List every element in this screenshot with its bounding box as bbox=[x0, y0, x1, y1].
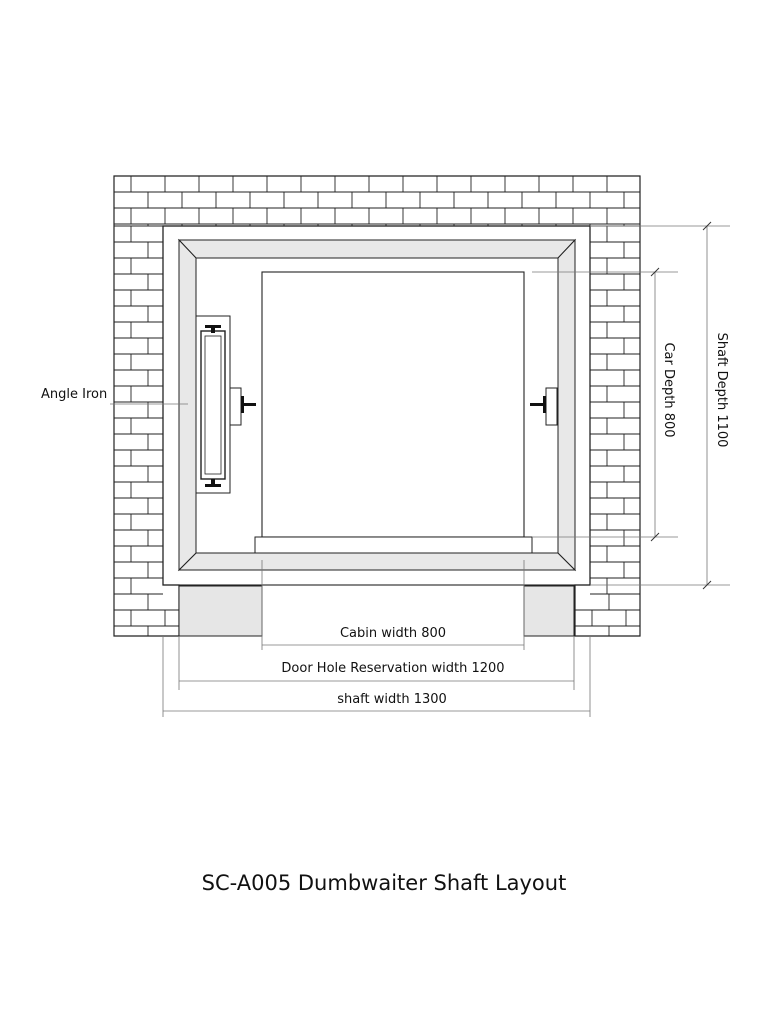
cabin-door-sill bbox=[255, 537, 532, 553]
cabin bbox=[262, 272, 524, 537]
frame-bottom bbox=[179, 553, 575, 570]
cabin-width-label: Cabin width 800 bbox=[339, 626, 447, 641]
door-jamb-right bbox=[524, 586, 574, 636]
door-jamb-left bbox=[179, 586, 262, 636]
counterweight-side-plate bbox=[230, 388, 241, 425]
guide-rail-right bbox=[530, 388, 557, 425]
angle-iron-label: Angle Iron bbox=[41, 387, 108, 402]
guide-rail-left bbox=[241, 396, 256, 413]
frame-top bbox=[179, 240, 575, 258]
counterweight bbox=[196, 316, 241, 493]
shaft-width-label: shaft width 1300 bbox=[337, 692, 447, 707]
counterweight-core bbox=[205, 336, 221, 474]
drawing-title: SC-A005 Dumbwaiter Shaft Layout bbox=[201, 871, 567, 895]
frame-left bbox=[179, 240, 196, 570]
car-depth-label: Car Depth 800 bbox=[661, 342, 676, 438]
frame-right bbox=[558, 240, 575, 570]
door-hole-width-label: Door Hole Reservation width 1200 bbox=[281, 661, 505, 676]
shaft-depth-label: Shaft Depth 1100 bbox=[714, 332, 729, 448]
